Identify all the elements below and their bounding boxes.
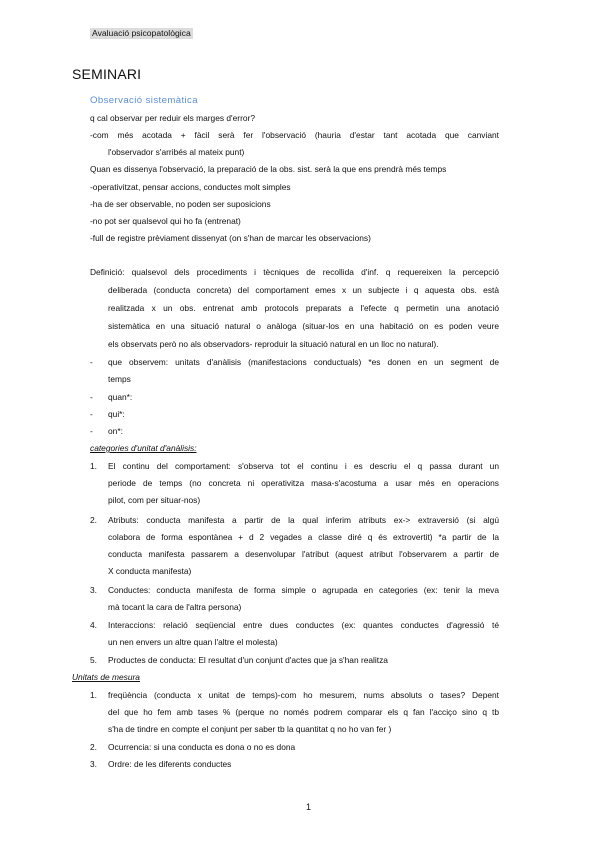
unit-line: Ordre: de les diferents conductes [108,759,232,769]
category-line: conducta manifesta passarem a desenvolupar l'atribut (aquest atribut l'observarem a partir de [108,549,499,559]
bullet-mark: - [90,409,93,419]
list-number: 2. [90,742,97,752]
intro-line: Quan es dissenya l'observació, la preparació de la obs. sist. serà la que ens prendrà més temps [90,164,447,174]
unit-line: Ocurrencia: si una conducta es dona o no es dona [108,742,296,752]
category-line: X conducta manifesta) [108,566,192,576]
bullet-text: que observem: unitats d'anàlisis (manifestacions conductuals) *es donen en un segment de [108,357,499,367]
list-number: 3. [90,585,97,595]
category-line: pilot, com per situar-nos) [108,495,201,505]
definition-line: realitzada x un obs. entrenat amb protocols preparats a l'efecte q permetin una anotació [108,303,499,313]
definition-line: deliberada (conducta concreta) del comportament emes x un subjecte i q aquesta obs. està [108,285,499,295]
bullet-text: on*: [108,426,123,436]
category-line: El continu del comportament: s'observa tot el continu i es descriu el q passa durant un [108,461,499,471]
unit-line: freqüència (conducta x unitat de temps)-com ho mesurem, nums absoluts o tases? Depent [108,690,499,700]
bullet-text: temps [108,374,131,384]
list-number: 1. [90,461,97,471]
intro-line: -no pot ser qualsevol qui ho fa (entrenat) [90,216,241,226]
bullet-text: quan*: [108,392,133,402]
bullet-mark: - [90,357,93,367]
category-line: Atributs: conducta manifesta a partir de la qual inferim atributs ex-> extraversió (si algú [108,515,499,525]
bullet-mark: - [90,392,93,402]
intro-line: -operativitzat, pensar accions, conductes molt simples [90,182,291,192]
unit-line: del que ho fem amb tases % (perque no només podrem comparar els q fan l'acciço sino q tb [108,707,499,717]
list-number: 2. [90,515,97,525]
list-number: 3. [90,759,97,769]
bullet-text: qui*: [108,409,125,419]
unit-line: s'ha de tindre en compte el conjunt per saber tb la quantitat q no ho van fer ) [108,724,392,734]
intro-line: l'observador s'arribés al mateix punt) [108,147,245,157]
categories-heading: categories d'unitat d'anàlisis: [90,443,197,453]
page-number: 1 [306,802,312,812]
units-heading: Unitats de mesura [72,672,140,682]
page-title: SEMINARI [72,66,142,82]
category-line: periode de temps (no concreta ni operativitza masa-s'acostuma a usar més en operacions [108,478,499,488]
category-line: Interaccions: relació seqüencial entre dues conductes (ex: quantes conductes d'agressió té [108,620,499,630]
definition-line: sistemàtica en una situació natural o anàloga (situar-los en una habitació on es poden veure [108,321,499,331]
definition-line: els observats però no als observadors- reproduir la situació natural en un lloc no natural). [108,339,439,349]
list-number: 5. [90,655,97,665]
bullet-mark: - [90,426,93,436]
intro-line: q cal observar per reduir els marges d'error? [90,113,255,123]
intro-line: -com més acotada + fàcil serà fer l'observació (hauria d'estar tant acotada que canviant [90,130,499,140]
list-number: 1. [90,690,97,700]
list-number: 4. [90,620,97,630]
category-line: colabora de forma espontànea + d 2 vegades a classe diré q és extrovertit) *a partir de la [108,532,499,542]
section-subtitle: Observació sistemàtica [90,95,198,106]
page-header: Avaluació psicopatològica [92,28,191,38]
category-line: Productes de conducta: El resultat d'un conjunt d'actes que ja s'han realitza [108,655,388,665]
definition-line: Definició: qualsevol dels procediments i tècniques de recollida d'inf. q requereixen la percepció [90,267,499,277]
category-line: Conductes: conducta manifesta de forma simple o agrupada en categories (ex: tenir la meva [108,585,499,595]
category-line: mà tocant la cara de l'altra persona) [108,602,242,612]
intro-line: -ha de ser observable, no poden ser suposicions [90,199,271,209]
category-line: un nen envers un altre quan l'altre el molesta) [108,637,278,647]
intro-line: -full de registre prèviament dissenyat (on s'han de marcar les observacions) [90,233,371,243]
